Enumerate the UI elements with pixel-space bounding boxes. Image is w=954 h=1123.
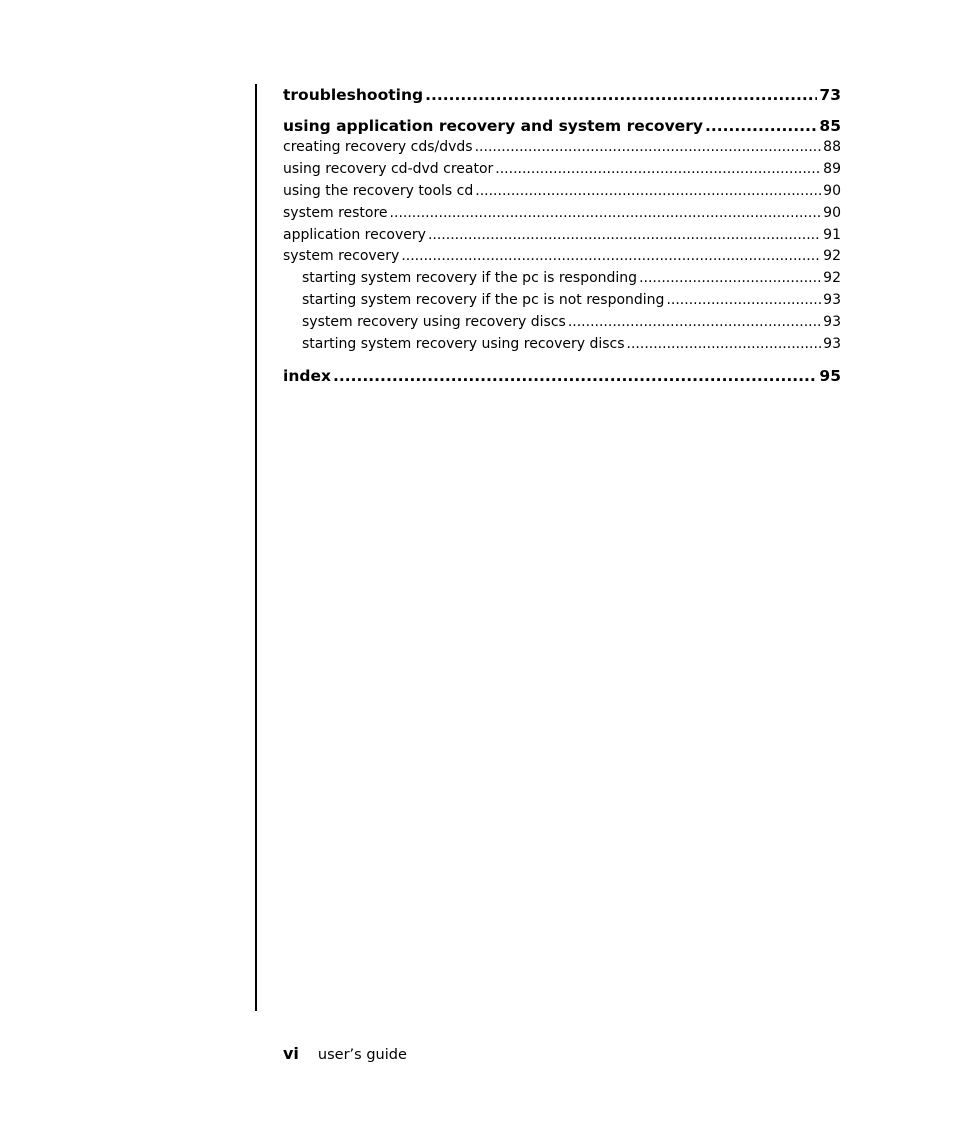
toc-entry-recovery-chapter[interactable] <box>283 115 841 137</box>
toc-entry-starting-recovery-using-discs[interactable] <box>283 334 841 356</box>
toc-entry-title: troubleshooting <box>283 86 424 104</box>
toc-entry-page: 90 <box>823 204 841 221</box>
toc-entry-page: 92 <box>823 270 841 287</box>
toc-entry-page: 93 <box>823 336 841 353</box>
toc-entry-recovery-pc-responding[interactable] <box>283 268 841 290</box>
toc-entry-recovery-pc-not-responding[interactable] <box>283 290 841 312</box>
toc-entry-recovery-tools-cd[interactable] <box>283 181 841 203</box>
toc-entry-page: 85 <box>819 117 841 135</box>
toc-entry-index[interactable] <box>283 365 841 387</box>
dot-leader <box>475 181 821 203</box>
toc-entry-creating-recovery-discs[interactable] <box>283 137 841 159</box>
dot-leader <box>428 225 821 247</box>
toc-entry-title: system restore <box>283 204 388 221</box>
dot-leader <box>627 334 822 356</box>
dot-leader <box>425 84 817 106</box>
dot-leader <box>705 115 817 137</box>
dot-leader <box>568 312 821 334</box>
page-footer <box>283 1044 407 1063</box>
table-of-contents <box>283 84 841 387</box>
toc-entry-recovery-using-discs[interactable] <box>283 312 841 334</box>
toc-entry-troubleshooting[interactable] <box>283 84 841 106</box>
toc-entry-page: 93 <box>823 292 841 309</box>
toc-entry-system-restore[interactable] <box>283 203 841 225</box>
dot-leader <box>639 268 821 290</box>
toc-entry-system-recovery[interactable] <box>283 246 841 268</box>
toc-entry-page: 92 <box>823 248 841 265</box>
toc-entry-page: 95 <box>819 366 841 385</box>
toc-entry-title: application recovery <box>283 226 426 243</box>
dot-leader <box>495 159 821 181</box>
toc-entry-page: 73 <box>819 86 841 104</box>
toc-entry-page: 91 <box>823 226 841 243</box>
toc-entry-title: starting system recovery if the pc is responding <box>302 270 638 287</box>
dot-leader <box>401 246 821 268</box>
toc-entry-title: using the recovery tools cd <box>283 182 474 199</box>
toc-entry-application-recovery[interactable] <box>283 225 841 247</box>
toc-entry-page: 93 <box>823 314 841 331</box>
toc-entry-title: creating recovery cds/dvds <box>283 139 473 155</box>
toc-entry-page: 90 <box>823 182 841 199</box>
toc-entry-page: 89 <box>823 160 841 177</box>
footer-title: user’s guide <box>317 1047 407 1063</box>
dot-leader <box>333 365 817 387</box>
footer-page-number: vi <box>283 1044 299 1063</box>
toc-entry-title: system recovery <box>283 248 400 265</box>
toc-entry-title: system recovery using recovery discs <box>302 314 566 331</box>
margin-rule <box>255 84 257 1011</box>
toc-entry-title: starting system recovery using recovery discs <box>302 336 625 353</box>
toc-entry-title: using recovery cd-dvd creator <box>283 160 494 177</box>
toc-entry-recovery-cd-dvd-creator[interactable] <box>283 159 841 181</box>
dot-leader <box>390 203 822 225</box>
dot-leader <box>475 137 822 159</box>
toc-entry-title: starting system recovery if the pc is not responding <box>302 292 665 309</box>
toc-entry-title: using application recovery and system recovery <box>283 117 703 135</box>
toc-entry-title: index <box>283 366 331 385</box>
dot-leader <box>666 290 821 312</box>
toc-entry-page: 88 <box>823 139 841 155</box>
